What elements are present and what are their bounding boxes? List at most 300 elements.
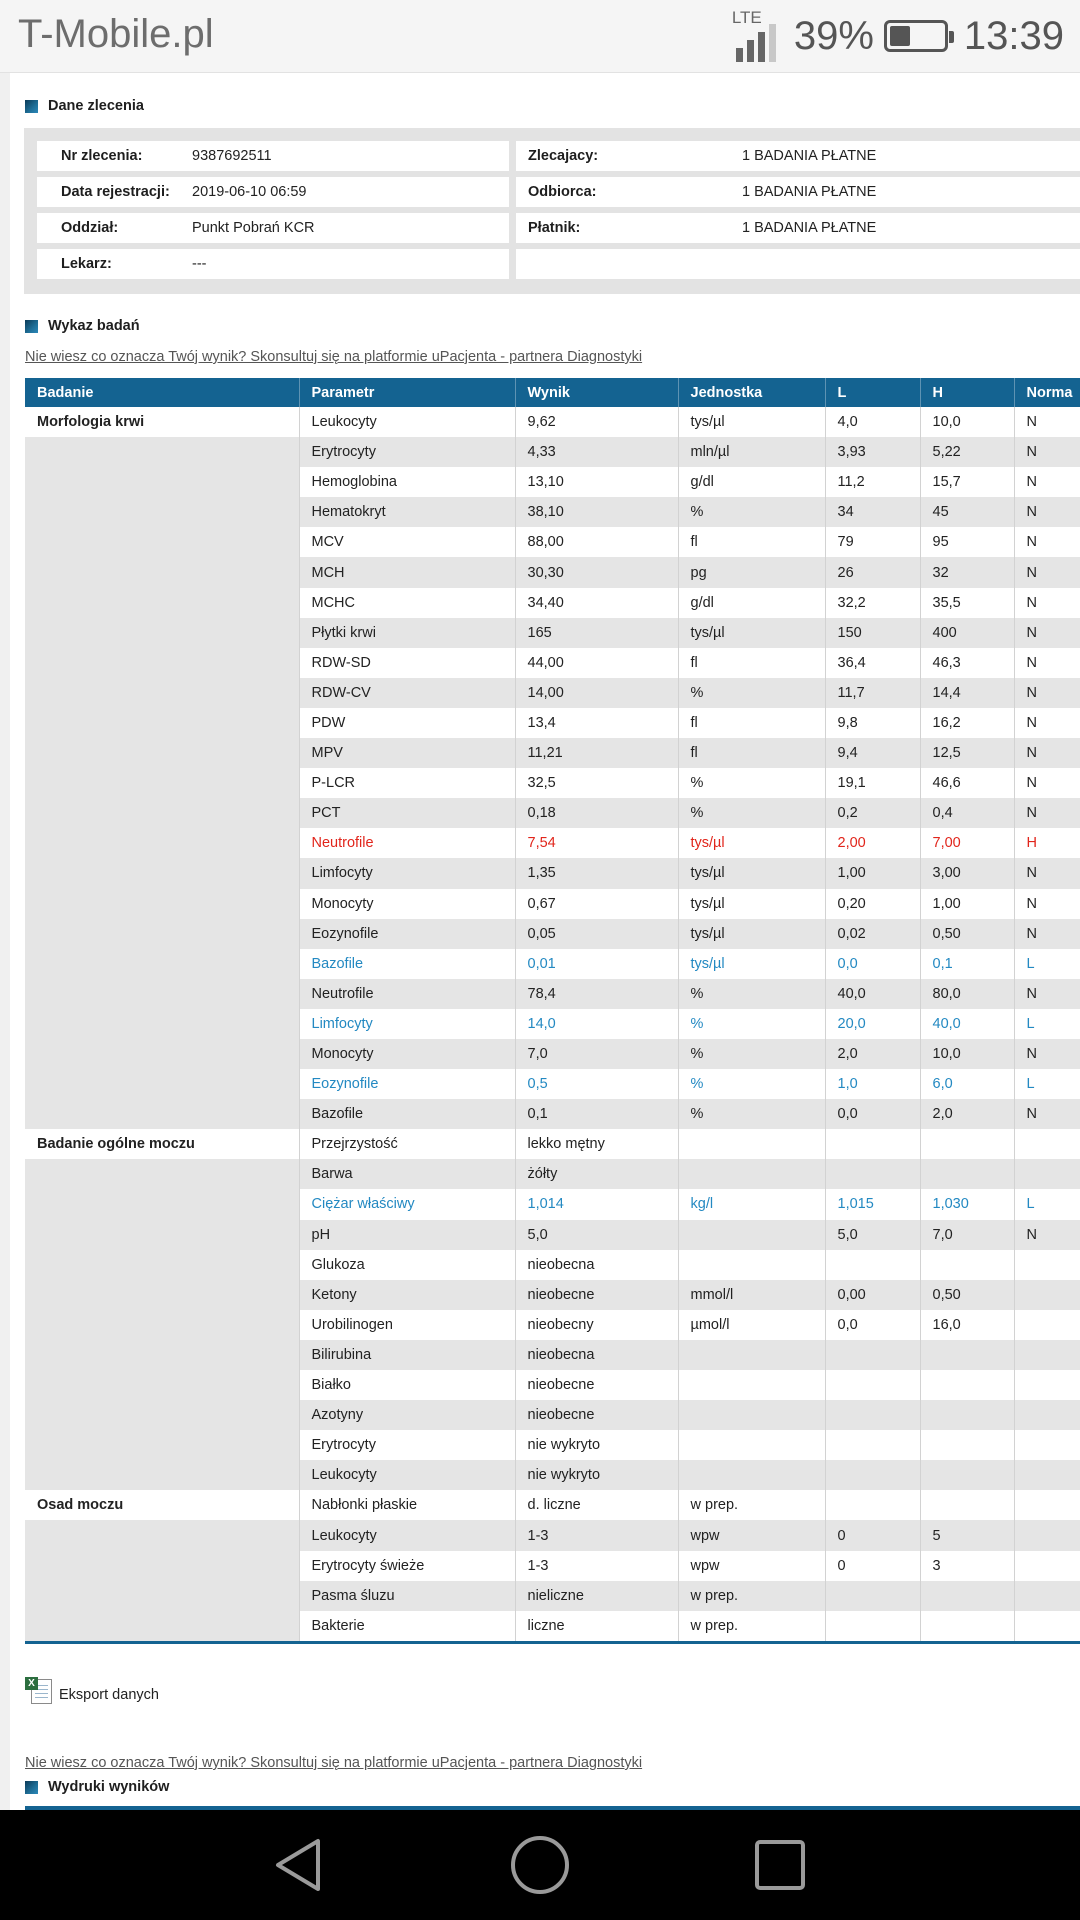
- cell-norm: [1014, 1520, 1080, 1550]
- cell-unit: [678, 1370, 825, 1400]
- cell-norm: N: [1014, 1099, 1080, 1129]
- cell-unit: %: [678, 768, 825, 798]
- cell-test: [25, 1430, 299, 1460]
- cell-norm: L: [1026, 1015, 1035, 1032]
- cell-high: [920, 1430, 1014, 1460]
- cell-low: [825, 1340, 920, 1370]
- cell-result: nieobecna: [515, 1340, 678, 1370]
- cell-parameter: pH: [299, 1220, 515, 1250]
- table-row: [25, 1370, 1080, 1400]
- table-row: [25, 678, 1080, 708]
- cell-low: 4,0: [825, 407, 920, 437]
- cell-norm: N: [1014, 497, 1080, 527]
- cell-norm: [1014, 1581, 1080, 1611]
- cell-parameter: PDW: [299, 708, 515, 738]
- battery-icon: [884, 20, 948, 52]
- cell-unit: w prep.: [678, 1490, 825, 1520]
- section-square-icon: [25, 320, 38, 333]
- cell-test: [25, 828, 299, 858]
- cell-high: 7,0: [920, 1220, 1014, 1250]
- cell-test: [25, 1611, 299, 1641]
- cell-norm: [1014, 1490, 1080, 1520]
- network-type: LTE: [731, 8, 762, 27]
- cell-unit: wpw: [678, 1520, 825, 1550]
- table-row: [25, 1129, 1080, 1159]
- cell-result: 0,5: [515, 1069, 678, 1099]
- col-header[interactable]: Jednostka: [678, 378, 825, 407]
- cell-result: nieobecne: [515, 1370, 678, 1400]
- cell-test: [25, 1099, 299, 1129]
- table-row: [25, 437, 1080, 467]
- cell-test: [25, 738, 299, 768]
- cell-test: [25, 1340, 299, 1370]
- cell-test: [25, 1551, 299, 1581]
- cell-unit: µmol/l: [678, 1310, 825, 1340]
- cell-parameter: Eozynofile: [299, 1069, 515, 1099]
- consult-link[interactable]: Nie wiesz co oznacza Twój wynik? Skonsultuj się na platformie uPacjenta - partnera Diagnostyki: [25, 349, 643, 365]
- cell-test: [25, 1400, 299, 1430]
- cell-test: [25, 1520, 299, 1550]
- recents-button[interactable]: [720, 1810, 840, 1920]
- table-row: [25, 618, 1080, 648]
- cell-parameter: Neutrofile: [299, 979, 515, 1009]
- cell-norm: N: [1014, 979, 1080, 1009]
- cell-low: 150: [825, 618, 920, 648]
- cell-unit: w prep.: [678, 1581, 825, 1611]
- cell-high: 14,4: [920, 678, 1014, 708]
- cell-result: 7,0: [515, 1039, 678, 1069]
- cell-norm: [1014, 1129, 1080, 1159]
- cell-high: 3: [920, 1551, 1014, 1581]
- page-content[interactable]: [0, 73, 1080, 1810]
- table-row: [25, 949, 1080, 979]
- cell-parameter: Hematokryt: [299, 497, 515, 527]
- status-bar: [0, 0, 1080, 73]
- cell-result: liczne: [515, 1611, 678, 1641]
- cell-norm: N: [1026, 775, 1037, 792]
- cell-result: 1-3: [515, 1520, 678, 1550]
- table-row: [25, 1490, 1080, 1520]
- cell-result: 4,33: [515, 437, 678, 467]
- cell-unit: [678, 1159, 825, 1189]
- clock: 13:39: [963, 13, 1064, 58]
- cell-high: [920, 1159, 1014, 1189]
- back-button[interactable]: [240, 1810, 360, 1920]
- home-circle-icon: [508, 1833, 572, 1897]
- cell-test: [25, 979, 299, 1009]
- cell-low: 34: [825, 497, 920, 527]
- cell-norm: N: [1014, 557, 1080, 587]
- cell-norm: N: [1014, 919, 1080, 949]
- cell-high: 16,2: [920, 708, 1014, 738]
- cell-high: 5,22: [920, 437, 1014, 467]
- col-header[interactable]: Badanie: [25, 378, 299, 407]
- cell-low: 0,02: [825, 919, 920, 949]
- cell-test: [25, 1310, 299, 1340]
- cell-unit: [678, 1430, 825, 1460]
- cell-result: 32,5: [515, 768, 678, 798]
- cell-parameter: Monocyty: [299, 889, 515, 919]
- cell-norm: N: [1014, 858, 1080, 888]
- table-row: [25, 738, 1080, 768]
- field-ordering: Zlecajacy: 1 BADANIA PŁATNE: [516, 141, 1080, 171]
- cell-test: [25, 708, 299, 738]
- cell-norm: N: [1014, 1039, 1080, 1069]
- cell-unit: %: [678, 497, 825, 527]
- table-row: [25, 1400, 1080, 1430]
- cell-unit: %: [678, 678, 825, 708]
- cell-result: nieliczne: [515, 1581, 678, 1611]
- cell-low: 0,2: [825, 798, 920, 828]
- cell-unit: %: [678, 1069, 825, 1099]
- col-header[interactable]: Wynik: [515, 378, 678, 407]
- cell-result: nieobecna: [515, 1250, 678, 1280]
- table-row: [25, 557, 1080, 587]
- cell-result: 14,00: [515, 678, 678, 708]
- cell-low: 32,2: [825, 588, 920, 618]
- field-registration-date: Data rejestracji: 2019-06-10 06:59: [37, 177, 509, 207]
- cell-low: 5,0: [825, 1220, 920, 1250]
- field-department: Oddział: Punkt Pobrań KCR: [37, 213, 509, 243]
- cell-high: 45: [920, 497, 1014, 527]
- cell-high: [920, 1611, 1014, 1641]
- cell-low: 0,00: [825, 1280, 920, 1310]
- cell-result: 165: [515, 618, 678, 648]
- cell-result: 9,62: [515, 407, 678, 437]
- cell-parameter: Azotyny: [299, 1400, 515, 1430]
- cell-result: 1,014: [515, 1189, 678, 1219]
- cell-high: 5: [920, 1520, 1014, 1550]
- cell-unit: fl: [678, 738, 825, 768]
- table-row: [25, 858, 1080, 888]
- cell-parameter: Limfocyty: [299, 1009, 515, 1039]
- recents-square-icon: [752, 1837, 808, 1893]
- cell-parameter: RDW-SD: [299, 648, 515, 678]
- table-row: [25, 798, 1080, 828]
- cell-parameter: Limfocyty: [299, 858, 515, 888]
- cell-result: 0,67: [515, 889, 678, 919]
- cell-unit: wpw: [678, 1551, 825, 1581]
- table-row: [25, 1611, 1080, 1641]
- cell-low: [825, 1129, 920, 1159]
- cell-norm: [1014, 1310, 1080, 1340]
- field-doctor: Lekarz: ---: [37, 249, 509, 279]
- cell-parameter: MCHC: [299, 588, 515, 618]
- cell-unit: [678, 1220, 825, 1250]
- cell-norm: [1014, 1460, 1080, 1490]
- cell-low: 26: [825, 557, 920, 587]
- cell-low: 9,8: [825, 708, 920, 738]
- cell-low: [825, 1611, 920, 1641]
- cell-test: [25, 1220, 299, 1250]
- cell-result: 78,4: [515, 979, 678, 1009]
- cell-norm: N: [1026, 895, 1037, 912]
- cell-low: 0: [825, 1520, 920, 1550]
- cell-norm: N: [1026, 534, 1037, 551]
- cell-high: [920, 1400, 1014, 1430]
- table-row: [25, 889, 1080, 919]
- cell-low: 1,0: [825, 1069, 920, 1099]
- table-row: [25, 1159, 1080, 1189]
- consult-link-bottom[interactable]: Nie wiesz co oznacza Twój wynik? Skonsultuj się na platformie uPacjenta - partnera Diagnostyki: [25, 1755, 643, 1771]
- cell-high: [920, 1340, 1014, 1370]
- cell-low: [825, 1430, 920, 1460]
- cell-low: [825, 1159, 920, 1189]
- cell-result: 0,1: [515, 1099, 678, 1129]
- export-label: Eksport danych: [59, 1687, 159, 1703]
- cell-norm: N: [1026, 654, 1037, 671]
- table-row: [25, 588, 1080, 618]
- cell-unit: tys/µl: [678, 949, 825, 979]
- table-row: [25, 828, 1080, 858]
- cell-high: 0,1: [920, 949, 1014, 979]
- cell-unit: tys/µl: [678, 407, 825, 437]
- excel-export-icon: X: [25, 1677, 51, 1703]
- cell-test: [25, 919, 299, 949]
- cell-high: 35,5: [920, 588, 1014, 618]
- table-bottom-border: [25, 1641, 1080, 1644]
- cell-low: 19,1: [825, 768, 920, 798]
- table-row: [25, 407, 1080, 437]
- cell-high: [920, 1460, 1014, 1490]
- cell-unit: [678, 1129, 825, 1159]
- cell-unit: [678, 1460, 825, 1490]
- cell-high: 400: [920, 618, 1014, 648]
- cell-norm: [1014, 1250, 1080, 1280]
- cell-low: [825, 1581, 920, 1611]
- cell-unit: tys/µl: [678, 618, 825, 648]
- cell-result: 1-3: [515, 1551, 678, 1581]
- cell-high: 0,50: [920, 1280, 1014, 1310]
- section-square-icon: [25, 1781, 38, 1794]
- cell-unit: fl: [678, 648, 825, 678]
- cell-high: [920, 1490, 1014, 1520]
- home-button[interactable]: [480, 1810, 600, 1920]
- field-order-number: Nr zlecenia: 9387692511: [37, 141, 509, 171]
- cell-result: nie wykryto: [515, 1430, 678, 1460]
- cell-low: 11,7: [825, 678, 920, 708]
- cell-low: [825, 1490, 920, 1520]
- cell-norm: [1014, 1159, 1080, 1189]
- cell-result: 5,0: [515, 1220, 678, 1250]
- cell-norm: [1014, 1340, 1080, 1370]
- cell-norm: N: [1014, 618, 1080, 648]
- cell-parameter: Leukocyty: [299, 407, 515, 437]
- cell-test: [25, 858, 299, 888]
- cell-test: [25, 1280, 299, 1310]
- cell-result: 44,00: [515, 648, 678, 678]
- table-row: [25, 919, 1080, 949]
- cell-unit: tys/µl: [678, 919, 825, 949]
- col-header[interactable]: H: [920, 378, 1014, 407]
- table-row: [25, 1099, 1080, 1129]
- cell-parameter: Neutrofile: [299, 828, 515, 858]
- cell-parameter: Hemoglobina: [299, 467, 515, 497]
- cell-parameter: Leukocyty: [299, 1520, 515, 1550]
- cell-low: 0,20: [825, 889, 920, 919]
- cell-high: [920, 1370, 1014, 1400]
- carrier-name: T-Mobile.pl: [18, 12, 214, 56]
- cell-test: [25, 588, 299, 618]
- cell-norm: [1014, 1370, 1080, 1400]
- cell-low: 1,00: [825, 858, 920, 888]
- cell-result: 34,40: [515, 588, 678, 618]
- cell-result: 13,4: [515, 708, 678, 738]
- table-row: [25, 1581, 1080, 1611]
- cell-parameter: Białko: [299, 1370, 515, 1400]
- cell-norm: N: [1014, 437, 1080, 467]
- navigation-bar: [0, 1810, 1080, 1920]
- cell-test: [25, 648, 299, 678]
- cell-test: [25, 1370, 299, 1400]
- cell-result: d. liczne: [515, 1490, 678, 1520]
- col-header[interactable]: L: [825, 378, 920, 407]
- cell-low: 0,0: [825, 949, 920, 979]
- cell-test: [25, 1069, 299, 1099]
- cell-parameter: MPV: [299, 738, 515, 768]
- cell-test: [25, 1460, 299, 1490]
- table-row: [25, 467, 1080, 497]
- cell-test: [25, 1250, 299, 1280]
- table-row: [25, 1310, 1080, 1340]
- cell-unit: mln/µl: [678, 437, 825, 467]
- cell-high: [920, 1581, 1014, 1611]
- cell-norm: L: [1026, 1076, 1035, 1093]
- cell-test: [25, 557, 299, 587]
- cell-parameter: Bakterie: [299, 1611, 515, 1641]
- table-row: [25, 648, 1080, 678]
- cell-parameter: Erytrocyty: [299, 437, 515, 467]
- cell-parameter: Bilirubina: [299, 1340, 515, 1370]
- cell-low: [825, 1250, 920, 1280]
- cell-parameter: Barwa: [299, 1159, 515, 1189]
- cell-high: 46,6: [920, 768, 1014, 798]
- cell-parameter: Leukocyty: [299, 1460, 515, 1490]
- cell-unit: %: [678, 979, 825, 1009]
- cell-unit: [678, 1250, 825, 1280]
- cell-unit: %: [678, 1009, 825, 1039]
- cell-test: [25, 949, 299, 979]
- cell-parameter: PCT: [299, 798, 515, 828]
- cell-unit: tys/µl: [678, 858, 825, 888]
- col-header[interactable]: Parametr: [299, 378, 515, 407]
- cell-unit: pg: [678, 557, 825, 587]
- cell-low: 0,0: [825, 1099, 920, 1129]
- cell-unit: tys/µl: [678, 889, 825, 919]
- table-row: [25, 1189, 1080, 1219]
- cell-parameter: Nabłonki płaskie: [299, 1490, 515, 1520]
- cell-unit: fl: [678, 527, 825, 557]
- cell-low: 79: [825, 527, 920, 557]
- cell-low: 1,015: [825, 1189, 920, 1219]
- cell-unit: kg/l: [678, 1189, 825, 1219]
- cell-norm: [1014, 1430, 1080, 1460]
- cell-test: [25, 437, 299, 467]
- empty-cell: [516, 249, 1080, 279]
- cell-parameter: P-LCR: [299, 768, 515, 798]
- table-row: [25, 1220, 1080, 1250]
- cell-high: 15,7: [920, 467, 1014, 497]
- cell-result: żółty: [515, 1159, 678, 1189]
- cell-norm: [1014, 1551, 1080, 1581]
- cell-unit: %: [678, 1039, 825, 1069]
- order-details-box: [24, 128, 1080, 294]
- cell-parameter: Ciężar właściwy: [299, 1189, 515, 1219]
- cell-result: 13,10: [515, 467, 678, 497]
- cell-unit: g/dl: [678, 467, 825, 497]
- table-row: [25, 768, 1080, 798]
- cell-low: [825, 1370, 920, 1400]
- cell-result: 1,35: [515, 858, 678, 888]
- cell-test: [25, 1039, 299, 1069]
- cell-test: Badanie ogólne moczu: [25, 1129, 299, 1159]
- cell-result: lekko mętny: [515, 1129, 678, 1159]
- cell-parameter: Eozynofile: [299, 919, 515, 949]
- table-row: [25, 1069, 1080, 1099]
- table-row: [25, 1250, 1080, 1280]
- cell-parameter: Bazofile: [299, 949, 515, 979]
- cell-norm: [1014, 1280, 1080, 1310]
- cell-unit: [678, 1340, 825, 1370]
- table-header-row: [25, 378, 1080, 407]
- cell-unit: [678, 1400, 825, 1430]
- cell-high: 95: [920, 527, 1014, 557]
- cell-result: 0,05: [515, 919, 678, 949]
- cell-low: 9,4: [825, 738, 920, 768]
- cell-low: 0,0: [825, 1310, 920, 1340]
- cell-test: Morfologia krwi: [25, 407, 299, 437]
- cell-test: [25, 618, 299, 648]
- cell-high: 1,030: [920, 1189, 1014, 1219]
- col-header[interactable]: Norma: [1014, 378, 1080, 407]
- export-data-button[interactable]: [25, 1677, 159, 1703]
- cell-result: 38,10: [515, 497, 678, 527]
- cell-result: nieobecne: [515, 1400, 678, 1430]
- cell-result: 7,54: [515, 828, 678, 858]
- cell-low: 36,4: [825, 648, 920, 678]
- table-row: [25, 1551, 1080, 1581]
- table-row: [25, 1340, 1080, 1370]
- cell-norm: N: [1014, 678, 1080, 708]
- back-triangle-icon: [270, 1835, 330, 1895]
- cell-unit: w prep.: [678, 1611, 825, 1641]
- cell-test: [25, 798, 299, 828]
- table-row: [25, 1430, 1080, 1460]
- cell-unit: mmol/l: [678, 1280, 825, 1310]
- cell-norm: H: [1026, 835, 1037, 852]
- cell-parameter: Monocyty: [299, 1039, 515, 1069]
- cell-result: 0,01: [515, 949, 678, 979]
- cell-low: [825, 1460, 920, 1490]
- cell-norm: [1014, 1400, 1080, 1430]
- prints-section-title: Wydruki wyników: [25, 1779, 169, 1795]
- cell-test: [25, 467, 299, 497]
- cell-parameter: Glukoza: [299, 1250, 515, 1280]
- cell-norm: [1014, 1611, 1080, 1641]
- field-payer: Płatnik: 1 BADANIA PŁATNE: [516, 213, 1080, 243]
- cell-norm: N: [1014, 798, 1080, 828]
- cell-norm: N: [1026, 594, 1037, 611]
- cell-parameter: Erytrocyty świeże: [299, 1551, 515, 1581]
- table-row: [25, 1009, 1080, 1039]
- results-section-title: Wykaz badań: [25, 318, 140, 334]
- cell-result: 0,18: [515, 798, 678, 828]
- cell-unit: %: [678, 798, 825, 828]
- cell-parameter: Płytki krwi: [299, 618, 515, 648]
- table-row: [25, 1039, 1080, 1069]
- cell-test: [25, 1189, 299, 1219]
- cell-norm: L: [1026, 955, 1035, 972]
